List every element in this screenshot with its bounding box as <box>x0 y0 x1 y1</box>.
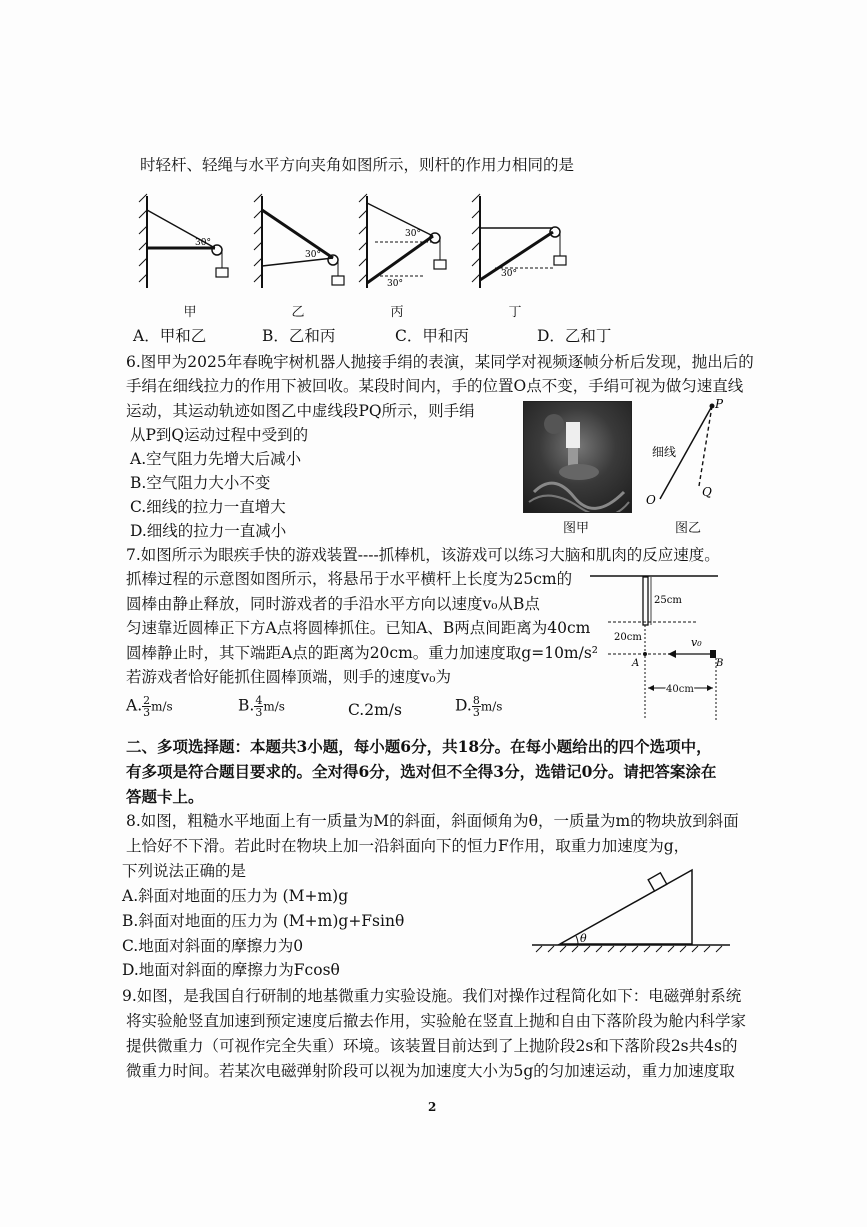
svg-text:v₀: v₀ <box>691 636 702 649</box>
figure-yi <box>254 194 344 288</box>
section2-line-1: 二、多项选择题：本题共3小题，每小题6分，共18分。在每小题给出的四个选项中， <box>126 737 712 756</box>
robot-performance-photo <box>523 401 632 513</box>
fig-caption-yi: 图乙 <box>674 521 701 536</box>
svg-text:30°: 30° <box>405 229 421 239</box>
q6-option-a: A.空气阻力先增大后减小 <box>130 450 302 468</box>
q7-line-2: 抓棒过程的示意图如图所示，将悬吊于水平横杆上长度为25cm的 <box>126 570 573 588</box>
svg-text:40cm: 40cm <box>666 684 694 695</box>
q7-line-3: 圆棒由静止释放，同时游戏者的手沿水平方向以速度v₀从B点 <box>126 595 540 613</box>
q6-line-2: 手绢在细线拉力的作用下被回收。某段时间内，手的位置O点不变，手绢可视为做匀速直线 <box>126 377 744 395</box>
svg-text:A: A <box>632 658 640 669</box>
figure-jia <box>139 194 228 288</box>
section2-line-3: 答题卡上。 <box>126 787 204 806</box>
q7-line-6: 若游戏者恰好能抓住圆棒顶端，则手的速度v₀为 <box>126 668 451 686</box>
q9-line-1: 9.如图，是我国自行研制的地基微重力实验设施。我们对操作过程简化如下：电磁弹射系统 <box>122 987 742 1005</box>
q7-line-5: 圆棒静止时，其下端距A点的距离为20cm。重力加速度取g=10m/s² <box>126 644 599 662</box>
fig-label-yi: 乙 <box>291 305 305 320</box>
incline-diagram <box>530 862 735 954</box>
q6-line-3: 运动，其运动轨迹如图乙中虚线段PQ所示，则手绢 <box>126 402 475 420</box>
q7-line-1: 7.如图所示为眼疾手快的游戏装置----抓棒机，该游戏可以练习大脑和肌肉的反应速度。 <box>126 546 720 564</box>
q5-figures <box>125 188 585 298</box>
stick-catch-diagram <box>588 570 728 722</box>
q6-option-c: C.细线的拉力一直增大 <box>130 498 286 516</box>
section2-line-2: 有多项是符合题目要求的。全对得6分，选对但不全得3分，选错记0分。请把答案涂在 <box>126 762 717 781</box>
q7-line-4: 匀速靠近圆棒正下方A点将圆棒抓住。已知A、B两点间距离为40cm <box>126 619 591 637</box>
svg-text:P: P <box>715 397 724 411</box>
svg-text:B: B <box>716 658 724 669</box>
svg-text:20cm: 20cm <box>614 632 642 643</box>
q7-option-a: A. $\frac{2}{3}$ m/s <box>126 694 173 719</box>
q5-option-a: A．甲和乙 <box>133 327 207 345</box>
q5-option-b: B．乙和丙 <box>262 327 336 345</box>
fig-caption-jia: 图甲 <box>562 521 589 536</box>
svg-text:O: O <box>646 493 656 507</box>
svg-text:30°: 30° <box>305 250 321 260</box>
q8-line-3: 下列说法正确的是 <box>122 862 247 880</box>
fig-label-jia: 甲 <box>183 305 197 320</box>
q6-option-b: B.空气阻力大小不变 <box>130 474 271 492</box>
q6-option-d: D.细线的拉力一直减小 <box>130 522 287 540</box>
q5-option-c: C．甲和丙 <box>395 327 469 345</box>
fig-label-ding: 丁 <box>508 305 522 320</box>
svg-text:30°: 30° <box>387 279 403 289</box>
svg-text:Q: Q <box>702 485 712 499</box>
q9-line-2: 将实验舱竖直加速到预定速度后撤去作用，实验舱在竖直上抛和自由下落阶段为舱内科学家 <box>126 1012 747 1030</box>
q8-option-d: D.地面对斜面的摩擦力为Fcosθ <box>122 961 340 979</box>
svg-text:25cm: 25cm <box>654 595 682 606</box>
q5-stem: 时轻杆、轻绳与水平方向夹角如图所示，则杆的作用力相同的是 <box>140 156 575 174</box>
svg-text:30°: 30° <box>501 269 517 279</box>
q8-option-b: B.斜面对地面的压力为 (M+m)g+Fsinθ <box>122 912 405 930</box>
figure-ding <box>472 194 566 288</box>
trajectory-diagram <box>642 396 732 514</box>
q9-line-4: 微重力时间。若某次电磁弹射阶段可以视为加速度大小为5g的匀加速运动，重力加速度取 <box>126 1062 735 1080</box>
svg-text:细线: 细线 <box>652 445 677 459</box>
q8-option-a: A.斜面对地面的压力为 (M+m)g <box>122 887 349 905</box>
q6-line-1: 6.图甲为2025年春晚宇树机器人抛接手绢的表演，某同学对视频逐帧分析后发现，抛出后的 <box>126 353 754 371</box>
q5-option-d: D．乙和丁 <box>537 327 612 345</box>
q8-line-1: 8.如图，粗糙水平地面上有一质量为M的斜面，斜面倾角为θ，一质量为m的物块放到斜面 <box>126 812 739 830</box>
svg-text:30°: 30° <box>195 238 211 248</box>
q9-line-3: 提供微重力（可视作完全失重）环境。该装置目前达到了上抛阶段2s和下落阶段2s共4s的 <box>126 1037 738 1055</box>
q7-option-c: C.2m/s <box>348 701 402 719</box>
svg-text:θ: θ <box>580 932 587 945</box>
q8-option-c: C.地面对斜面的摩擦力为0 <box>122 937 304 955</box>
page-number: 2 <box>428 1100 437 1114</box>
q6-line-4: 从P到Q运动过程中受到的 <box>130 426 309 444</box>
q7-option-d: D. $\frac{8}{3}$ m/s <box>455 694 503 719</box>
figure-bing <box>359 194 446 289</box>
q7-option-b: B. $\frac{4}{3}$ m/s <box>238 694 285 719</box>
q8-line-2: 上恰好不下滑。若此时在物块上加一沿斜面向下的恒力F作用，取重力加速度为g， <box>126 837 690 855</box>
fig-label-bing: 丙 <box>390 305 404 320</box>
